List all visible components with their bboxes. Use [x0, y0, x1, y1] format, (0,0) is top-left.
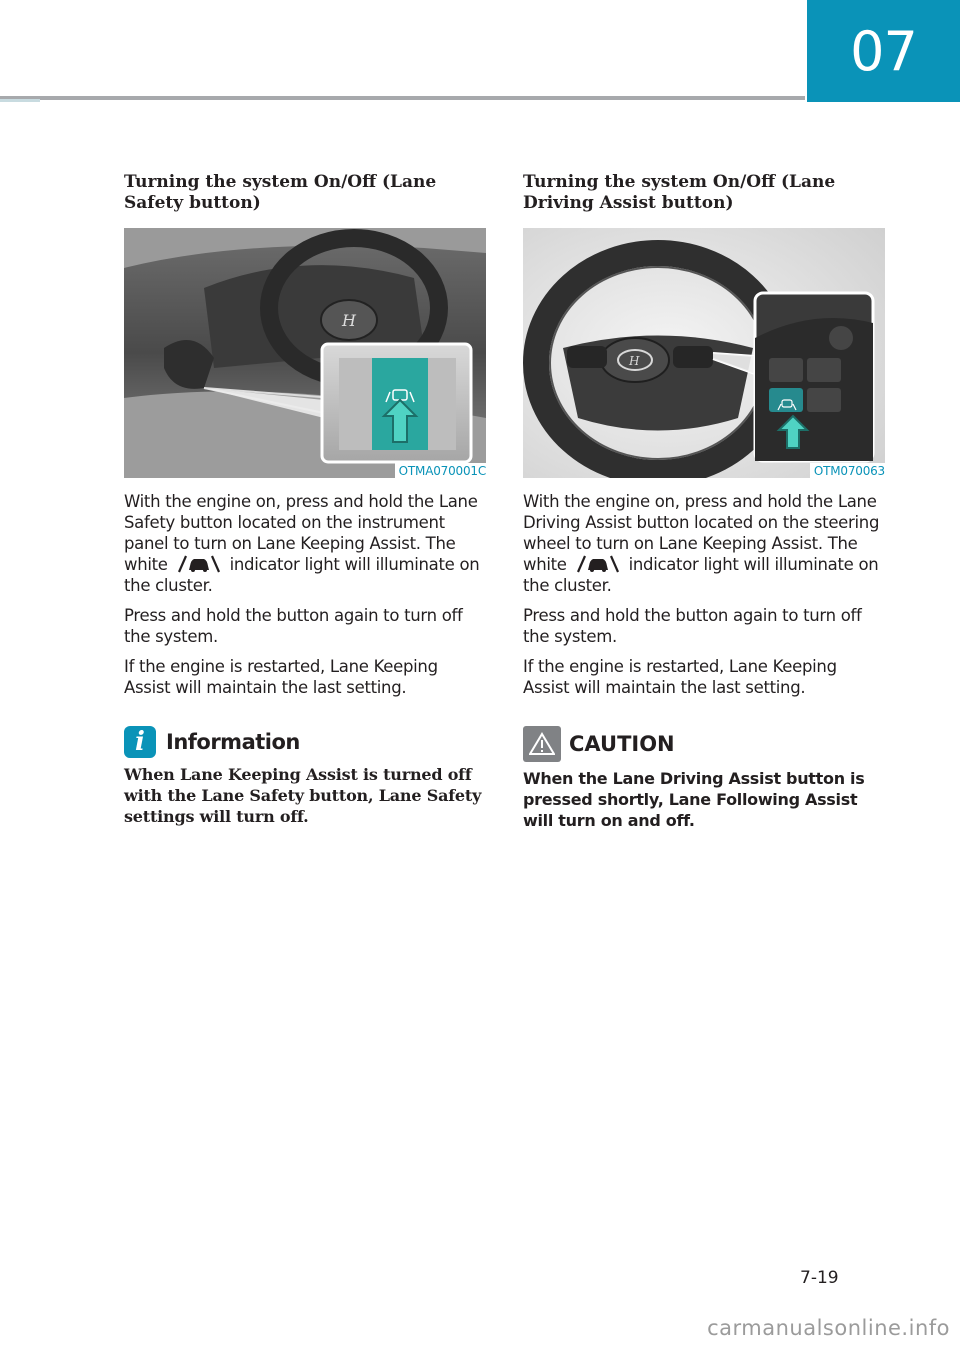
- left-p1-part1: With the engine on, press and hold the Lane Safety button located on the instrument panel to turn on Lane Keeping Assist. The white: [124, 492, 478, 574]
- left-paragraph-1: [124, 491, 486, 596]
- caution-heading: [523, 726, 885, 762]
- lane-keeping-indicator-icon: [175, 555, 223, 573]
- information-body: When Lane Keeping Assist is turned off with the Lane Safety button, Lane Safety settings will turn off.: [124, 765, 482, 826]
- left-heading: Turning the system On/Off (Lane Safety button): [124, 172, 437, 213]
- right-column: [523, 172, 885, 831]
- information-heading: [124, 726, 486, 758]
- right-p1-part1: With the engine on, press and hold the Lane Driving Assist button located on the steering wheel to turn on Lane Keeping Assist. The white: [523, 492, 880, 574]
- left-p1-part2: indicator light will illuminate on the cluster.: [124, 555, 480, 595]
- caution-title: CAUTION: [569, 732, 675, 756]
- right-heading: Turning the system On/Off (Lane Driving Assist button): [523, 172, 836, 213]
- right-paragraph-3: If the engine is restarted, Lane Keeping Assist will maintain the last setting.: [523, 657, 837, 697]
- watermark: carmanualsonline.info: [707, 1316, 950, 1340]
- caution-body: When the Lane Driving Assist button is pressed shortly, Lane Following Assist will turn on and off.: [523, 769, 865, 830]
- header-rule-accent: [0, 99, 40, 102]
- right-paragraph-2: Press and hold the button again to turn off the system.: [523, 606, 862, 646]
- steering-wheel-illustration: [523, 228, 885, 478]
- information-title: Information: [166, 730, 300, 754]
- info-icon: i: [124, 726, 156, 758]
- lane-keeping-indicator-icon: [574, 555, 622, 573]
- header-rule: [0, 96, 805, 100]
- chapter-tab: 07: [807, 0, 960, 102]
- right-p1-part2: indicator light will illuminate on the cluster.: [523, 555, 879, 595]
- left-paragraph-2: Press and hold the button again to turn off the system.: [124, 606, 463, 646]
- page-number: 7-19: [800, 1268, 839, 1288]
- right-paragraph-1: [523, 491, 885, 596]
- dashboard-illustration: [124, 228, 486, 478]
- left-column: [124, 172, 486, 827]
- left-figure-code: OTMA070001C: [395, 463, 486, 478]
- lane-driving-assist-button-figure: [523, 228, 885, 478]
- left-paragraph-3: If the engine is restarted, Lane Keeping Assist will maintain the last setting.: [124, 657, 438, 697]
- right-figure-code: OTM070063: [810, 463, 885, 478]
- svg-text:H: H: [629, 354, 640, 368]
- lane-safety-button-figure: [124, 228, 486, 478]
- caution-warning-icon: [523, 726, 561, 762]
- svg-text:H: H: [342, 311, 356, 330]
